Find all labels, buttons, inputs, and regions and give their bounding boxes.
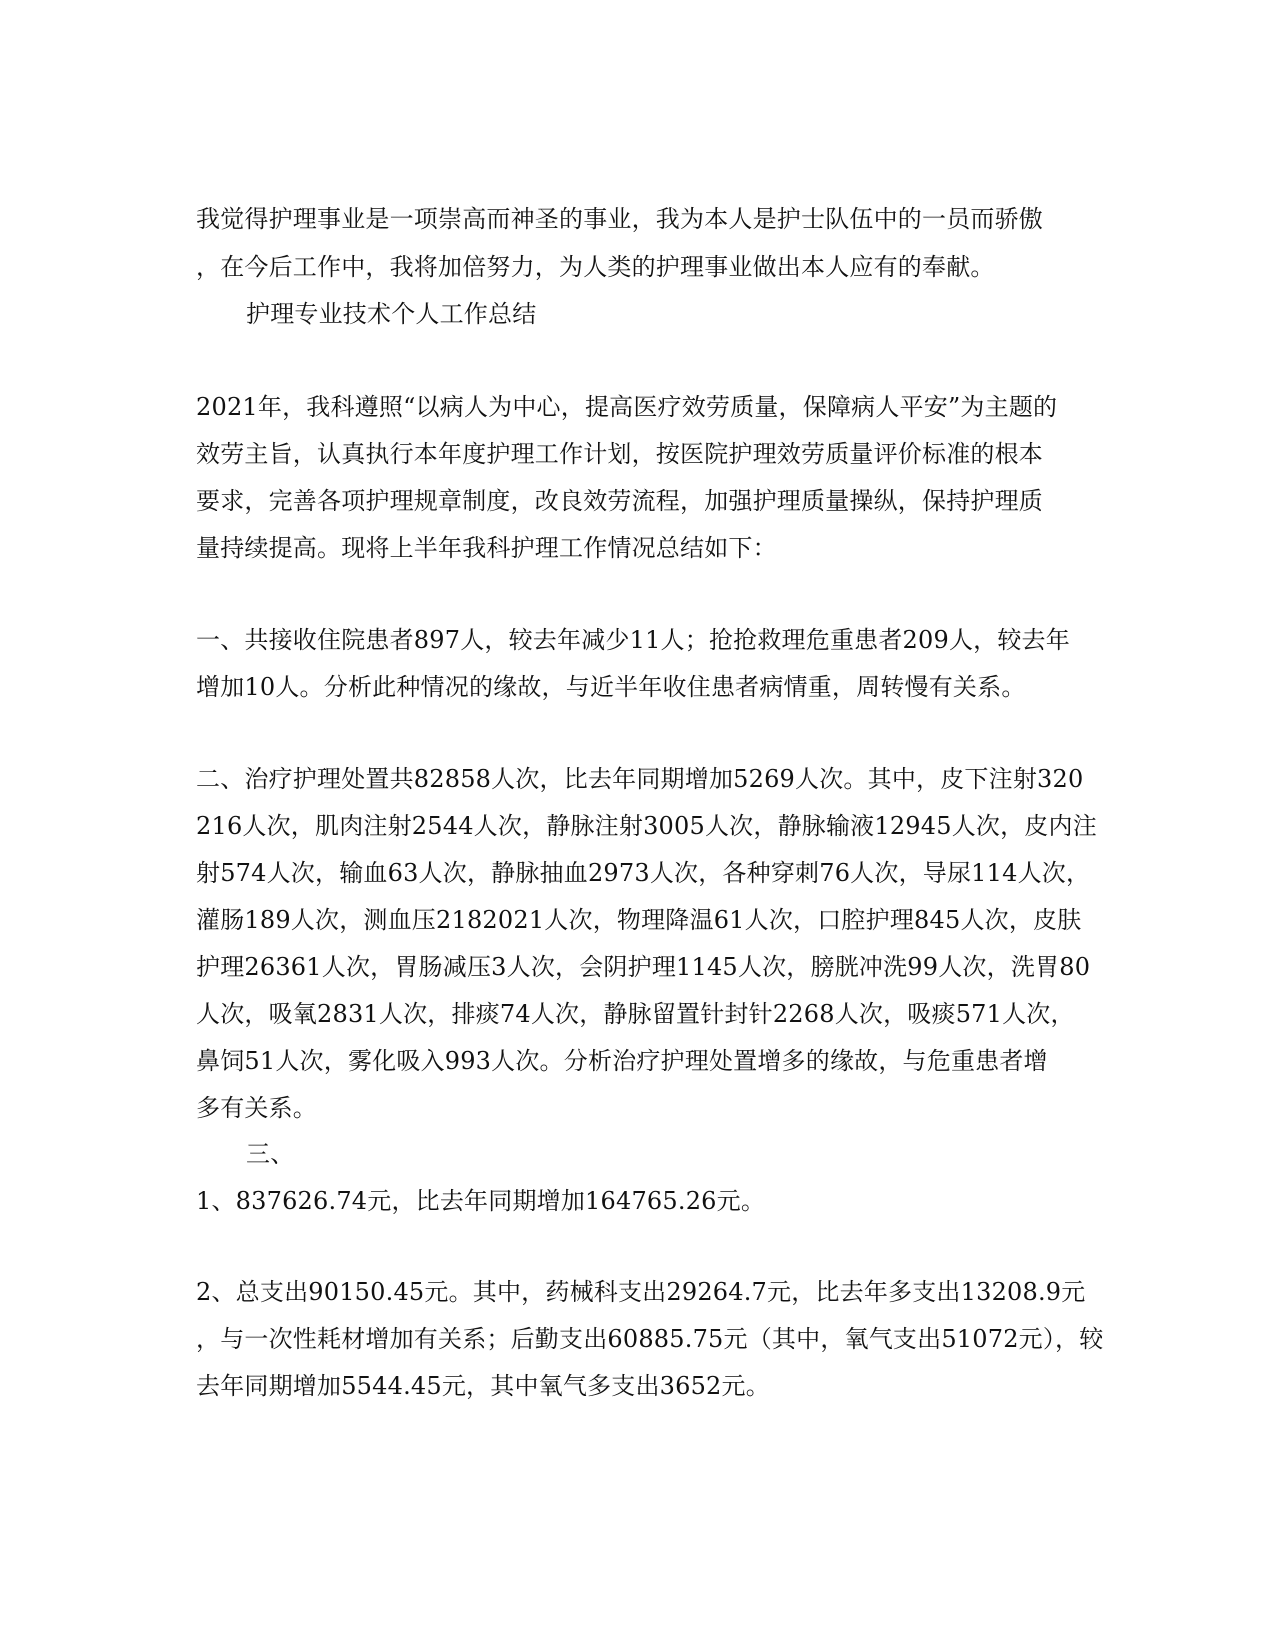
text-line: 二、治疗护理处置共82858人次，比去年同期增加5269人次。其中，皮下注射320 [196,765,1084,793]
text-line: 多有关系。 [196,1094,317,1122]
text-line: 2021年，我科遵照“以病人为中心，提高医疗效劳质量，保障病人平安”为主题的 [196,393,1058,421]
text-line: 量持续提高。现将上半年我科护理工作情况总结如下： [196,534,777,562]
text-line: 人次，吸氧2831人次，排痰74人次，静脉留置针封针2268人次，吸痰571人次， [196,1000,1075,1028]
text-line: 一、共接收住院患者897人，较去年减少11人；抢抢救理危重患者209人，较去年 [196,626,1070,654]
text-line: 效劳主旨，认真执行本年度护理工作计划，按医院护理效劳质量评价标准的根本 [196,440,1043,468]
text-line: 增加10人。分析此种情况的缘故，与近半年收住患者病情重，周转慢有关系。 [196,673,1026,701]
text-line: 射574人次，输血63人次，静脉抽血2973人次，各种穿刺76人次，导尿114人次， [196,859,1091,887]
text-line: 护理26361人次，胃肠减压3人次，会阴护理1145人次，膀胱冲洗99人次，洗胃80 [196,953,1091,981]
text-line: 216人次，肌肉注射2544人次，静脉注射3005人次，静脉输液12945人次，皮内注 [196,812,1097,840]
text-line: 1、837626.74元，比去年同期增加164765.26元。 [196,1187,766,1215]
text-line: ，在今后工作中，我将加倍努力，为人类的护理事业做出本人应有的奉献。 [196,253,995,281]
text-line: 我觉得护理事业是一项崇高而神圣的事业，我为本人是护士队伍中的一员而骄傲 [196,205,1043,233]
text-line: 鼻饲51人次，雾化吸入993人次。分析治疗护理处置增多的缘故，与危重患者增 [196,1047,1048,1075]
section-heading: 三、 [246,1140,295,1168]
text-line: ，与一次性耗材增加有关系；后勤支出60885.75元（其中，氧气支出51072元），较 [196,1325,1104,1353]
text-line: 灌肠189人次，测血压2182021人次，物理降温61人次，口腔护理845人次，皮肤 [196,906,1082,934]
text-line: 去年同期增加5544.45元，其中氧气多支出3652元。 [196,1372,770,1400]
section-heading: 护理专业技术个人工作总结 [246,300,537,328]
text-line: 要求，完善各项护理规章制度，改良效劳流程，加强护理质量操纵，保持护理质 [196,487,1043,515]
text-line: 2、总支出90150.45元。其中，药械科支出29264.7元，比去年多支出13208.9元 [196,1278,1086,1306]
